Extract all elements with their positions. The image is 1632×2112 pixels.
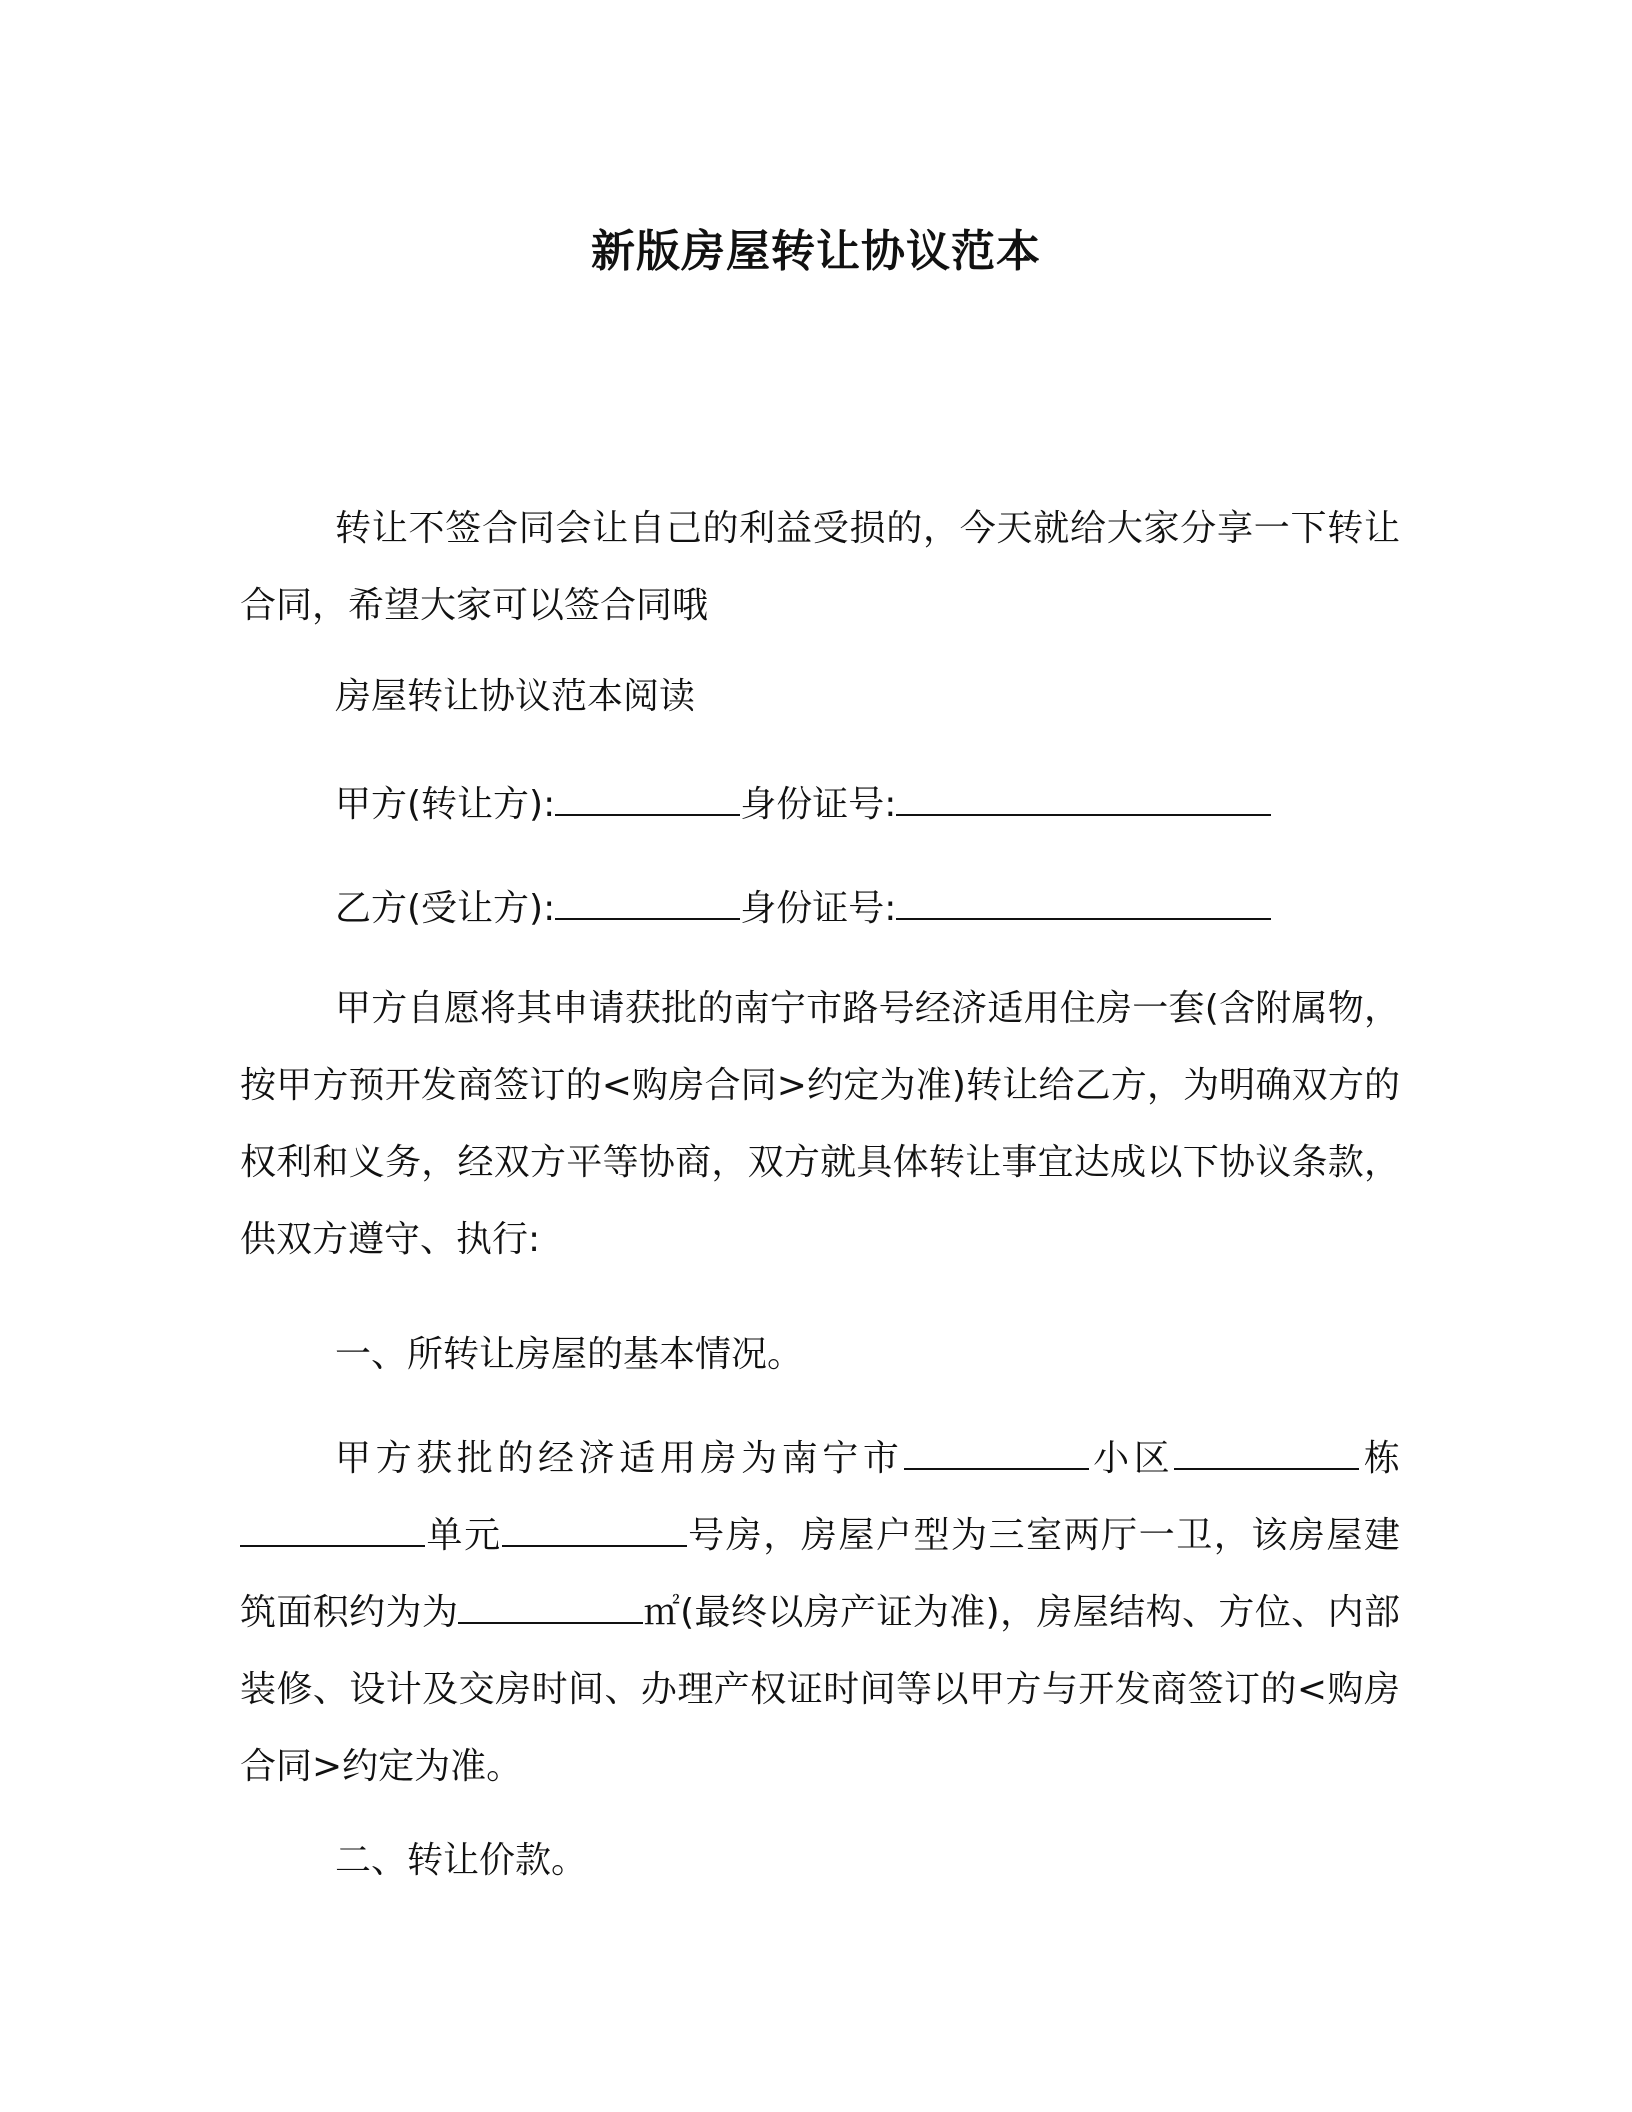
party-b-label: 乙方(受让方): <box>335 888 556 929</box>
preamble-paragraph <box>240 970 1400 1278</box>
intro-text: 转让不签合同会让自己的利益受损的，今天就给大家分享一下转让合同，希望大家可以签合同哦 <box>240 508 1400 626</box>
party-a-id-blank[interactable] <box>896 784 1271 816</box>
city-blank[interactable] <box>904 1438 1089 1470</box>
document-title: 新版房屋转让协议范本 <box>591 226 1041 277</box>
subtitle-text: 房屋转让协议范本阅读 <box>335 676 696 717</box>
preamble-text: 甲方自愿将其申请获批的南宁市路号经济适用住房一套(含附属物，按甲方预开发商签订的<购房合同>约定为准)转让给乙方，为明确双方的权利和义务，经双方平等协商，双方就具体转让事宜达成以下协议条款，供双方遵守、执行: <box>240 988 1400 1260</box>
section1-text-6: ㎡(最终以房产证为准)，房屋结构、方位、内部装修、设计及交房时间、办理产权证时间等以甲方与开发商签订的<购房合同>约定为准。 <box>240 1592 1400 1787</box>
party-a-name-blank[interactable] <box>555 784 740 816</box>
section1-heading: 一、所转让房屋的基本情况。 <box>335 1334 804 1375</box>
unit-blank[interactable] <box>502 1515 687 1547</box>
party-b-line <box>240 870 1400 947</box>
party-b-id-blank[interactable] <box>896 888 1271 920</box>
subtitle-paragraph <box>240 658 1400 735</box>
section1-paragraph <box>240 1420 1400 1805</box>
section1-text-4: 单元 <box>425 1515 502 1556</box>
section2-heading: 二、转让价款。 <box>335 1840 588 1881</box>
area-blank[interactable] <box>458 1592 643 1624</box>
party-a-line <box>240 766 1400 843</box>
section1-text-2: 小区 <box>1088 1438 1175 1479</box>
section1-text-1: 甲方获批的经济适用房为南宁市 <box>335 1438 904 1479</box>
party-a-id-label: 身份证号: <box>740 784 897 825</box>
party-b-id-label: 身份证号: <box>740 888 897 929</box>
section1-text-5: 号房，房屋户型为三室两厅一卫，该房屋建筑面积约为为 <box>240 1515 1400 1633</box>
section1-heading-paragraph <box>240 1316 1400 1393</box>
community-blank[interactable] <box>1174 1438 1359 1470</box>
party-a-label: 甲方(转让方): <box>335 784 556 825</box>
party-b-name-blank[interactable] <box>555 888 740 920</box>
section1-text-3: 栋 <box>1359 1438 1400 1479</box>
building-blank[interactable] <box>240 1515 425 1547</box>
section2-heading-paragraph <box>240 1822 1400 1899</box>
intro-paragraph <box>240 490 1400 644</box>
